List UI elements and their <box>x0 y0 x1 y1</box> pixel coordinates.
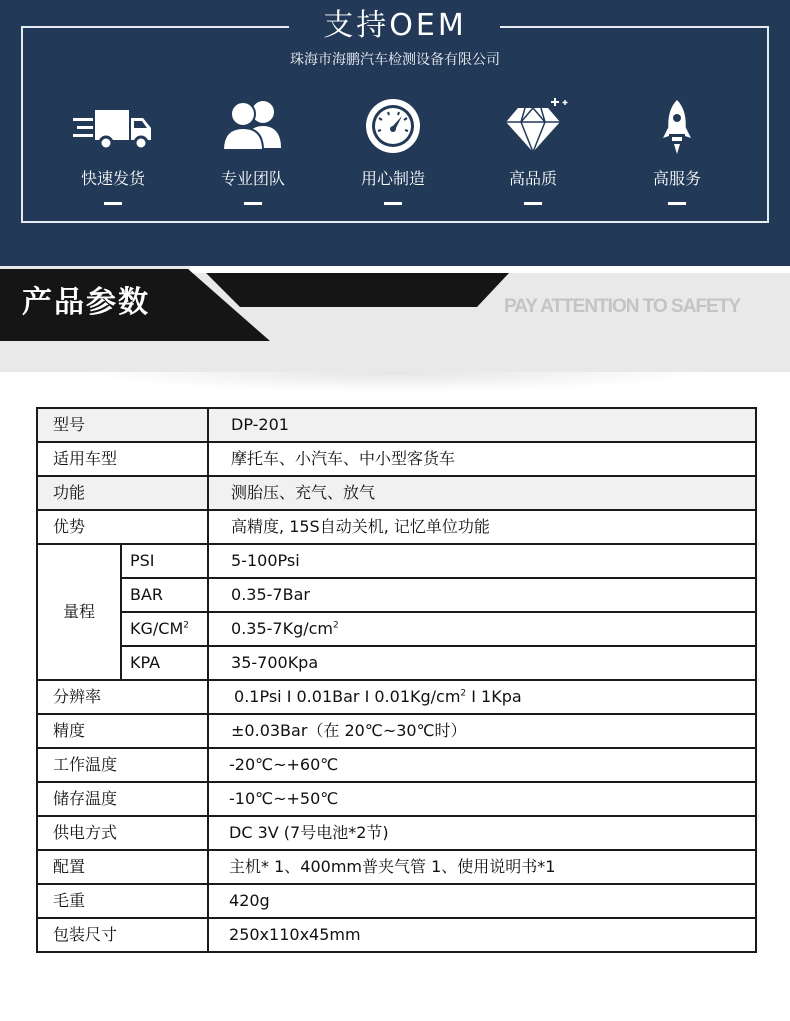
table-row <box>37 884 756 918</box>
spec-value: 高精度, 15S自动关机, 记忆单位功能 <box>208 510 756 544</box>
spec-label: 工作温度 <box>37 748 208 782</box>
gauge-icon <box>353 96 433 160</box>
feature-delivery <box>53 96 173 205</box>
feature-dash <box>104 202 122 205</box>
spec-value: 420g <box>208 884 756 918</box>
table-row <box>37 816 756 850</box>
feature-service <box>617 96 737 205</box>
table-row <box>37 850 756 884</box>
table-row <box>37 442 756 476</box>
spec-value: 主机* 1、400mm普夹气管 1、使用说明书*1 <box>208 850 756 884</box>
resolution-text-b: I 1Kpa <box>466 687 522 706</box>
range-unit-text: KG/CM <box>130 619 184 638</box>
spec-value: -10℃~+50℃ <box>208 782 756 816</box>
feature-dash <box>384 202 402 205</box>
table-row <box>37 408 756 442</box>
table-row <box>37 680 756 714</box>
range-unit: PSI <box>121 544 208 578</box>
range-value-text: 0.35-7Kg/cm <box>231 619 334 638</box>
spec-label: 包装尺寸 <box>37 918 208 952</box>
spec-label: 精度 <box>37 714 208 748</box>
spec-value: DP-201 <box>208 408 756 442</box>
table-row <box>37 646 756 680</box>
table-row <box>37 918 756 952</box>
feature-label: 快速发货 <box>80 169 145 188</box>
spec-value <box>208 680 756 714</box>
feature-craft <box>333 96 453 205</box>
spec-label: 优势 <box>37 510 208 544</box>
table-row <box>37 612 756 646</box>
spec-value: DC 3V (7号电池*2节) <box>208 816 756 850</box>
spec-label: 毛重 <box>37 884 208 918</box>
range-value: 0.35-7Bar <box>208 578 756 612</box>
table-row <box>37 782 756 816</box>
spec-label: 功能 <box>37 476 208 510</box>
spec-label: 供电方式 <box>37 816 208 850</box>
spec-value: 摩托车、小汽车、中小型客货车 <box>208 442 756 476</box>
spec-value: ±0.03Bar（在 20℃~30℃时） <box>208 714 756 748</box>
feature-label: 专业团队 <box>220 169 285 188</box>
range-label: 量程 <box>37 544 121 680</box>
table-row <box>37 544 756 578</box>
feature-dash <box>668 202 686 205</box>
company-name: 珠海市海鹏汽车检测设备有限公司 <box>290 52 500 68</box>
spec-value: 测胎压、充气、放气 <box>208 476 756 510</box>
table-row <box>37 748 756 782</box>
spec-value: -20℃~+60℃ <box>208 748 756 782</box>
range-value: 5-100Psi <box>208 544 756 578</box>
range-unit: KPA <box>121 646 208 680</box>
section-title: 产品参数 <box>22 285 150 320</box>
spec-label: 配置 <box>37 850 208 884</box>
range-unit: BAR <box>121 578 208 612</box>
section-subtitle: PAY ATTENTION TO SAFETY <box>504 296 740 317</box>
section-shadow <box>80 372 710 392</box>
section-accent-bar <box>206 273 509 307</box>
feature-label: 用心制造 <box>360 169 425 188</box>
spec-label: 储存温度 <box>37 782 208 816</box>
spec-label: 型号 <box>37 408 208 442</box>
range-value: 35-700Kpa <box>208 646 756 680</box>
unit-superscript: 2 <box>183 620 189 631</box>
table-row <box>37 578 756 612</box>
feature-quality <box>473 96 593 205</box>
diamond-icon <box>493 96 573 160</box>
spec-label: 分辨率 <box>37 680 208 714</box>
delivery-truck-icon <box>73 96 153 160</box>
rocket-icon <box>637 96 717 160</box>
oem-title: 支持OEM <box>323 8 467 43</box>
team-icon <box>213 96 293 160</box>
spec-table <box>36 407 757 953</box>
resolution-text-a: 0.1Psi I 0.01Bar I 0.01Kg/cm <box>234 687 461 706</box>
feature-dash <box>244 202 262 205</box>
range-value <box>208 612 756 646</box>
feature-dash <box>524 202 542 205</box>
table-row <box>37 714 756 748</box>
spec-value: 250x110x45mm <box>208 918 756 952</box>
feature-team <box>193 96 313 205</box>
table-row <box>37 476 756 510</box>
resolution-superscript: 2 <box>460 688 467 699</box>
spec-label: 适用车型 <box>37 442 208 476</box>
table-row <box>37 510 756 544</box>
feature-label: 高品质 <box>508 169 557 188</box>
feature-label: 高服务 <box>652 169 701 188</box>
range-unit <box>121 612 208 646</box>
section-divider <box>190 266 790 273</box>
value-superscript: 2 <box>333 620 339 631</box>
